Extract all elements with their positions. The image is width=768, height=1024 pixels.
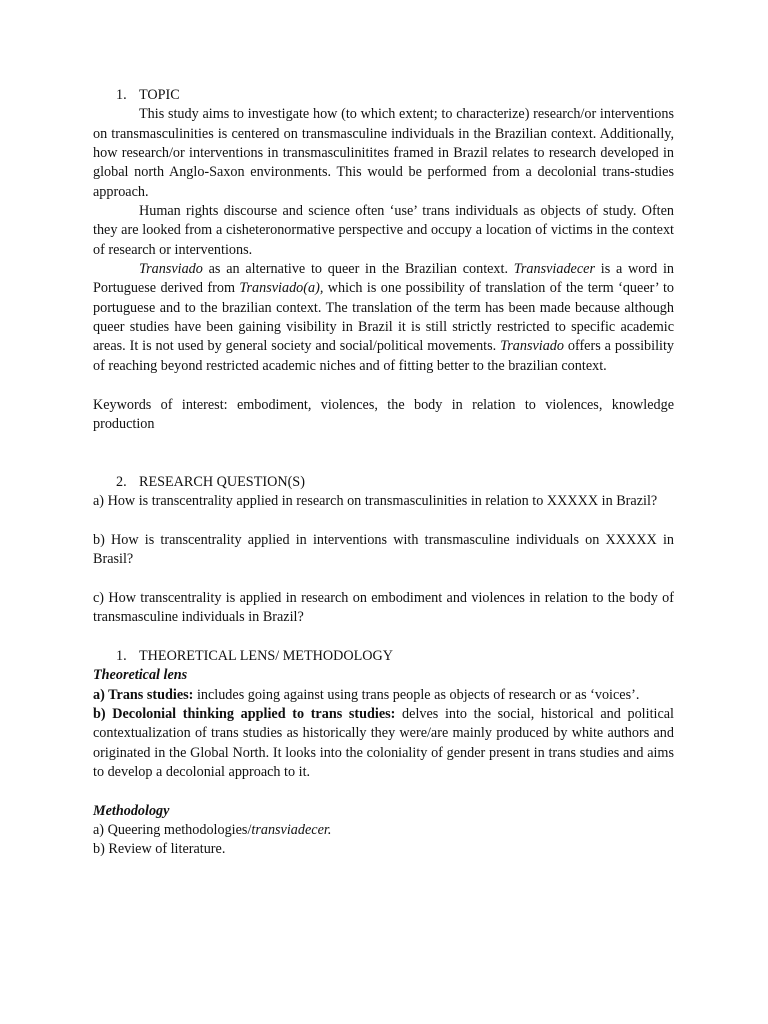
term-transviadecer: Transviadecer — [513, 261, 595, 278]
paragraph-text: which is one possibility of translation of the term ‘queer’ to portuguese and to the brazilian context. The translation of the term has been made because although queer studies have been gaining visibility in Brazil it is still strictly restricted to specific academic areas. It is not used by general society and social/political movements. — [93, 280, 674, 355]
section-heading-theoretical-lens — [93, 647, 674, 666]
section-heading-topic — [93, 86, 674, 105]
item-text: delves into the social, historical and political contextualization of trans studies as historically they were/are mainly produced by white authors and originated in the Global North. It looks into the coloniality of gender present in trans studies and aims to develop a decolonial approach to it. — [93, 706, 674, 781]
section-title: TOPIC — [139, 87, 180, 103]
spacer — [93, 376, 674, 395]
item-text: includes going against using trans people as objects of research or as ‘voices’. — [193, 686, 640, 703]
topic-paragraph-2: Human rights discourse and science often ‘use’ trans individuals as objects of study. Often they are looked from a cisheteronormative perspective and occupy a location of victims in the context of research or interventions. — [93, 203, 674, 258]
research-question-b: b) How is transcentrality applied in interventions with transmasculine individuals on XXXXX in Brasil? — [93, 531, 674, 568]
section-number: 1. — [116, 87, 127, 103]
paragraph-text: as an alternative to queer in the Brazilian context. — [202, 261, 514, 278]
term-transviadecer: transviadecer. — [251, 822, 332, 839]
section-number: 1. — [116, 647, 127, 664]
section-title: THEORETICAL LENS/ METHODOLOGY — [139, 647, 394, 664]
research-question-c: c) How transcentrality is applied in research on embodiment and violences in relation to the body of transmasculine individuals in Brazil? — [93, 589, 674, 626]
paragraph-text: is a word in Portuguese derived from — [93, 261, 674, 297]
spacer — [93, 782, 674, 801]
theoretical-lens-label: Theoretical lens — [93, 667, 188, 684]
section-heading-research-questions — [93, 473, 674, 492]
topic-paragraph-1: This study aims to investigate how (to which extent; to characterize) research/or interventions on transmasculinities is centered on transmasculine individuals in the Brazilian context. Additionally, how research/or interventions in transmasculinitites framed in Brazil relates to research developed in global north Anglo-Saxon environments. This would be performed from a decolonial trans-studies approach. — [93, 106, 674, 200]
item-label: a) Trans studies: — [93, 686, 194, 703]
item-text: a) Queering methodologies/ — [93, 822, 252, 839]
spacer — [93, 628, 674, 647]
item-label: b) Decolonial thinking applied to trans studies: — [93, 706, 396, 722]
section-title: RESEARCH QUESTION(S) — [139, 473, 305, 490]
term-transviado-a: Transviado(a), — [239, 280, 324, 297]
topic-paragraph-3 — [93, 260, 674, 376]
methodology-item-a — [93, 821, 674, 840]
research-question-a: a) How is transcentrality applied in research on transmasculinities in relation to XXXXX in Brazil? — [93, 493, 658, 510]
spacer — [93, 512, 674, 531]
term-transviado: Transviado — [500, 338, 564, 355]
spacer — [93, 570, 674, 589]
theoretical-item-b — [93, 705, 674, 782]
section-number: 2. — [116, 473, 127, 490]
term-transviado: Transviado — [139, 261, 203, 278]
document-page — [93, 86, 674, 860]
theoretical-item-a — [93, 686, 674, 705]
paragraph-text: offers a possibility of reaching beyond restricted academic niches and of fitting better to the brazilian context. — [93, 338, 674, 374]
methodology-label: Methodology — [93, 802, 170, 819]
spacer — [93, 434, 674, 473]
keywords-paragraph: Keywords of interest: embodiment, violences, the body in relation to violences, knowledge production — [93, 396, 674, 432]
methodology-item-b: b) Review of literature. — [93, 841, 226, 858]
